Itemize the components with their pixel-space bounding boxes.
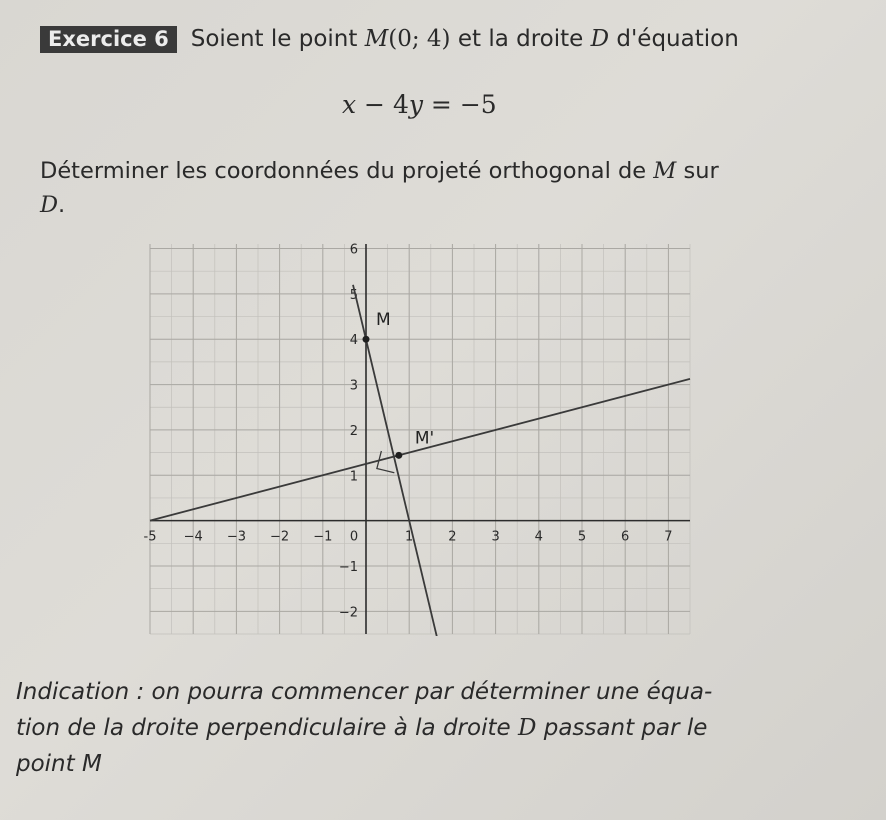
x-tick-label: −2 [270,529,290,545]
y-tick-label: 3 [349,378,358,394]
x-tick-label: 1 [405,529,414,545]
coordinate-graph [140,236,700,636]
x-tick-label: −3 [226,529,246,545]
x-tick-label: 4 [534,529,543,545]
exercise-badge: Exercice 6 [40,26,177,53]
hint-text-4: point M [16,751,102,777]
y-tick-label: 4 [349,333,358,349]
intro-text-3: d'équation [609,26,739,52]
equation-rhs: = −5 [422,90,497,119]
line-equation [342,90,497,119]
equation-x: x [342,90,357,119]
equation-minus: − 4 [356,90,409,119]
intro-text-1: Soient le point [190,26,365,52]
line-d-name: D [590,26,610,52]
hint-paragraph [16,674,846,782]
hint-line: D [517,715,537,741]
x-tick-label: 7 [664,529,673,545]
x-tick-label: 3 [491,529,500,545]
x-tick-label: −1 [313,529,333,545]
task-text-2: sur [676,158,719,184]
task-point: M [653,158,677,184]
exercise-statement [40,26,739,53]
task-line: D [40,192,59,218]
task-end: . [58,192,66,218]
hint-text-3: passant par le [536,715,708,741]
y-tick-label: −1 [338,559,358,575]
y-tick-label: 5 [349,287,358,303]
y-tick-label: 6 [349,242,358,258]
hint-text-1: Indication : on pourra commencer par déterminer une équa- [16,679,713,705]
hint-text-2: tion de la droite perpendiculaire à la droite [16,715,518,741]
right-angle-marker [377,451,394,473]
x-tick-label: 2 [448,529,457,545]
x-tick-label: 6 [621,529,630,545]
task-statement [40,154,840,222]
x-tick-label: 0 [349,529,359,545]
x-tick-label: 5 [577,529,587,545]
point-m [363,336,370,343]
intro-text-2: et la droite [450,26,591,52]
x-tick-label: −4 [183,529,203,545]
equation-y: y [408,90,423,119]
point-m-coords: (0; 4) [388,26,451,52]
line-d [150,379,690,521]
y-tick-label: 1 [349,469,358,485]
x-tick-label: -5 [143,529,157,545]
point-m-prime [395,452,402,459]
point-label: M' [414,428,435,449]
y-tick-label: −2 [338,605,358,621]
y-tick-label: 2 [349,423,358,439]
task-text-1: Déterminer les coordonnées du projeté orthogonal de [40,158,654,184]
point-label: M [376,310,391,331]
point-m-name: M [364,26,389,52]
